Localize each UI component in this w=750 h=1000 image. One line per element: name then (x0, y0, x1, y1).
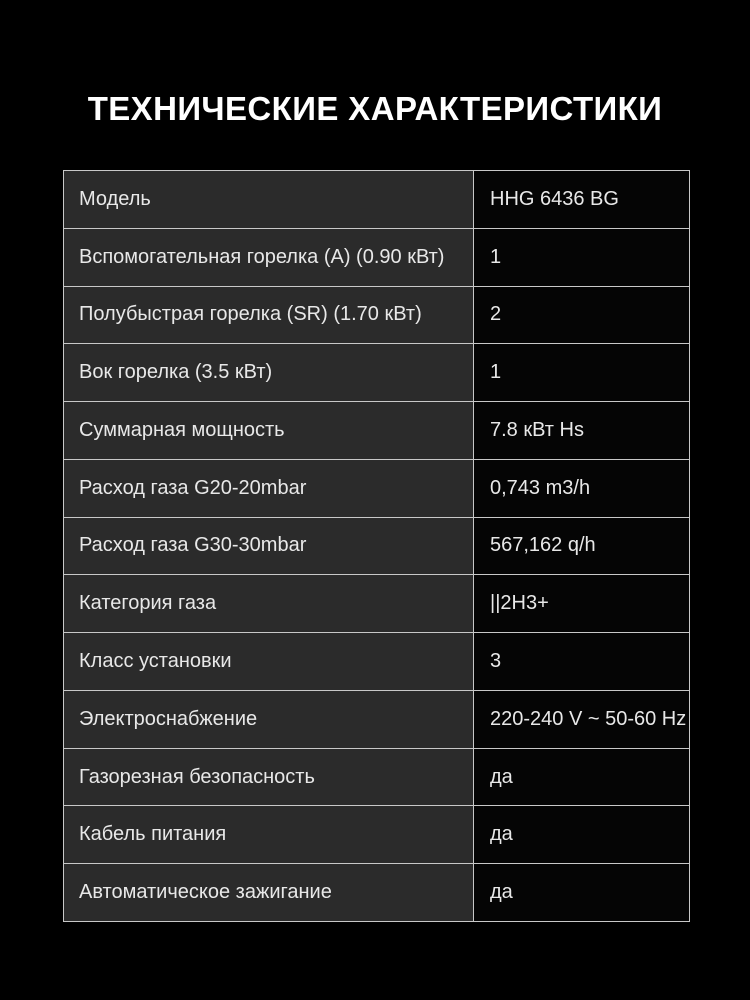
spec-value: да (474, 806, 690, 864)
table-row (64, 864, 690, 922)
table-row (64, 286, 690, 344)
table-row (64, 690, 690, 748)
table-row (64, 402, 690, 460)
spec-value: 0,743 m3/h (474, 459, 690, 517)
spec-value: 7.8 кВт Hs (474, 402, 690, 460)
spec-value: 567,162 q/h (474, 517, 690, 575)
spec-value: 1 (474, 228, 690, 286)
spec-value: ||2H3+ (474, 575, 690, 633)
specs-table (63, 170, 690, 922)
spec-label: Полубыстрая горелка (SR) (1.70 кВт) (64, 286, 474, 344)
table-row (64, 459, 690, 517)
spec-value: 2 (474, 286, 690, 344)
table-row (64, 633, 690, 691)
table-row (64, 228, 690, 286)
spec-value: да (474, 748, 690, 806)
spec-value: да (474, 864, 690, 922)
spec-label: Расход газа G20-20mbar (64, 459, 474, 517)
spec-label: Расход газа G30-30mbar (64, 517, 474, 575)
spec-label: Категория газа (64, 575, 474, 633)
specs-table-body (64, 171, 690, 922)
table-row (64, 806, 690, 864)
spec-label: Вок горелка (3.5 кВт) (64, 344, 474, 402)
spec-label: Модель (64, 171, 474, 229)
table-row (64, 575, 690, 633)
table-row (64, 748, 690, 806)
spec-label: Класс установки (64, 633, 474, 691)
table-row (64, 517, 690, 575)
spec-value: 1 (474, 344, 690, 402)
spec-value: 220-240 V ~ 50-60 Hz (474, 690, 690, 748)
spec-label: Вспомогательная горелка (A) (0.90 кВт) (64, 228, 474, 286)
spec-label: Газорезная безопасность (64, 748, 474, 806)
spec-label: Автоматическое зажигание (64, 864, 474, 922)
spec-label: Суммарная мощность (64, 402, 474, 460)
spec-label: Электроснабжение (64, 690, 474, 748)
table-row (64, 171, 690, 229)
spec-value: HHG 6436 BG (474, 171, 690, 229)
page-title: ТЕХНИЧЕСКИЕ ХАРАКТЕРИСТИКИ (87, 90, 663, 127)
spec-value: 3 (474, 633, 690, 691)
spec-label: Кабель питания (64, 806, 474, 864)
table-row (64, 344, 690, 402)
